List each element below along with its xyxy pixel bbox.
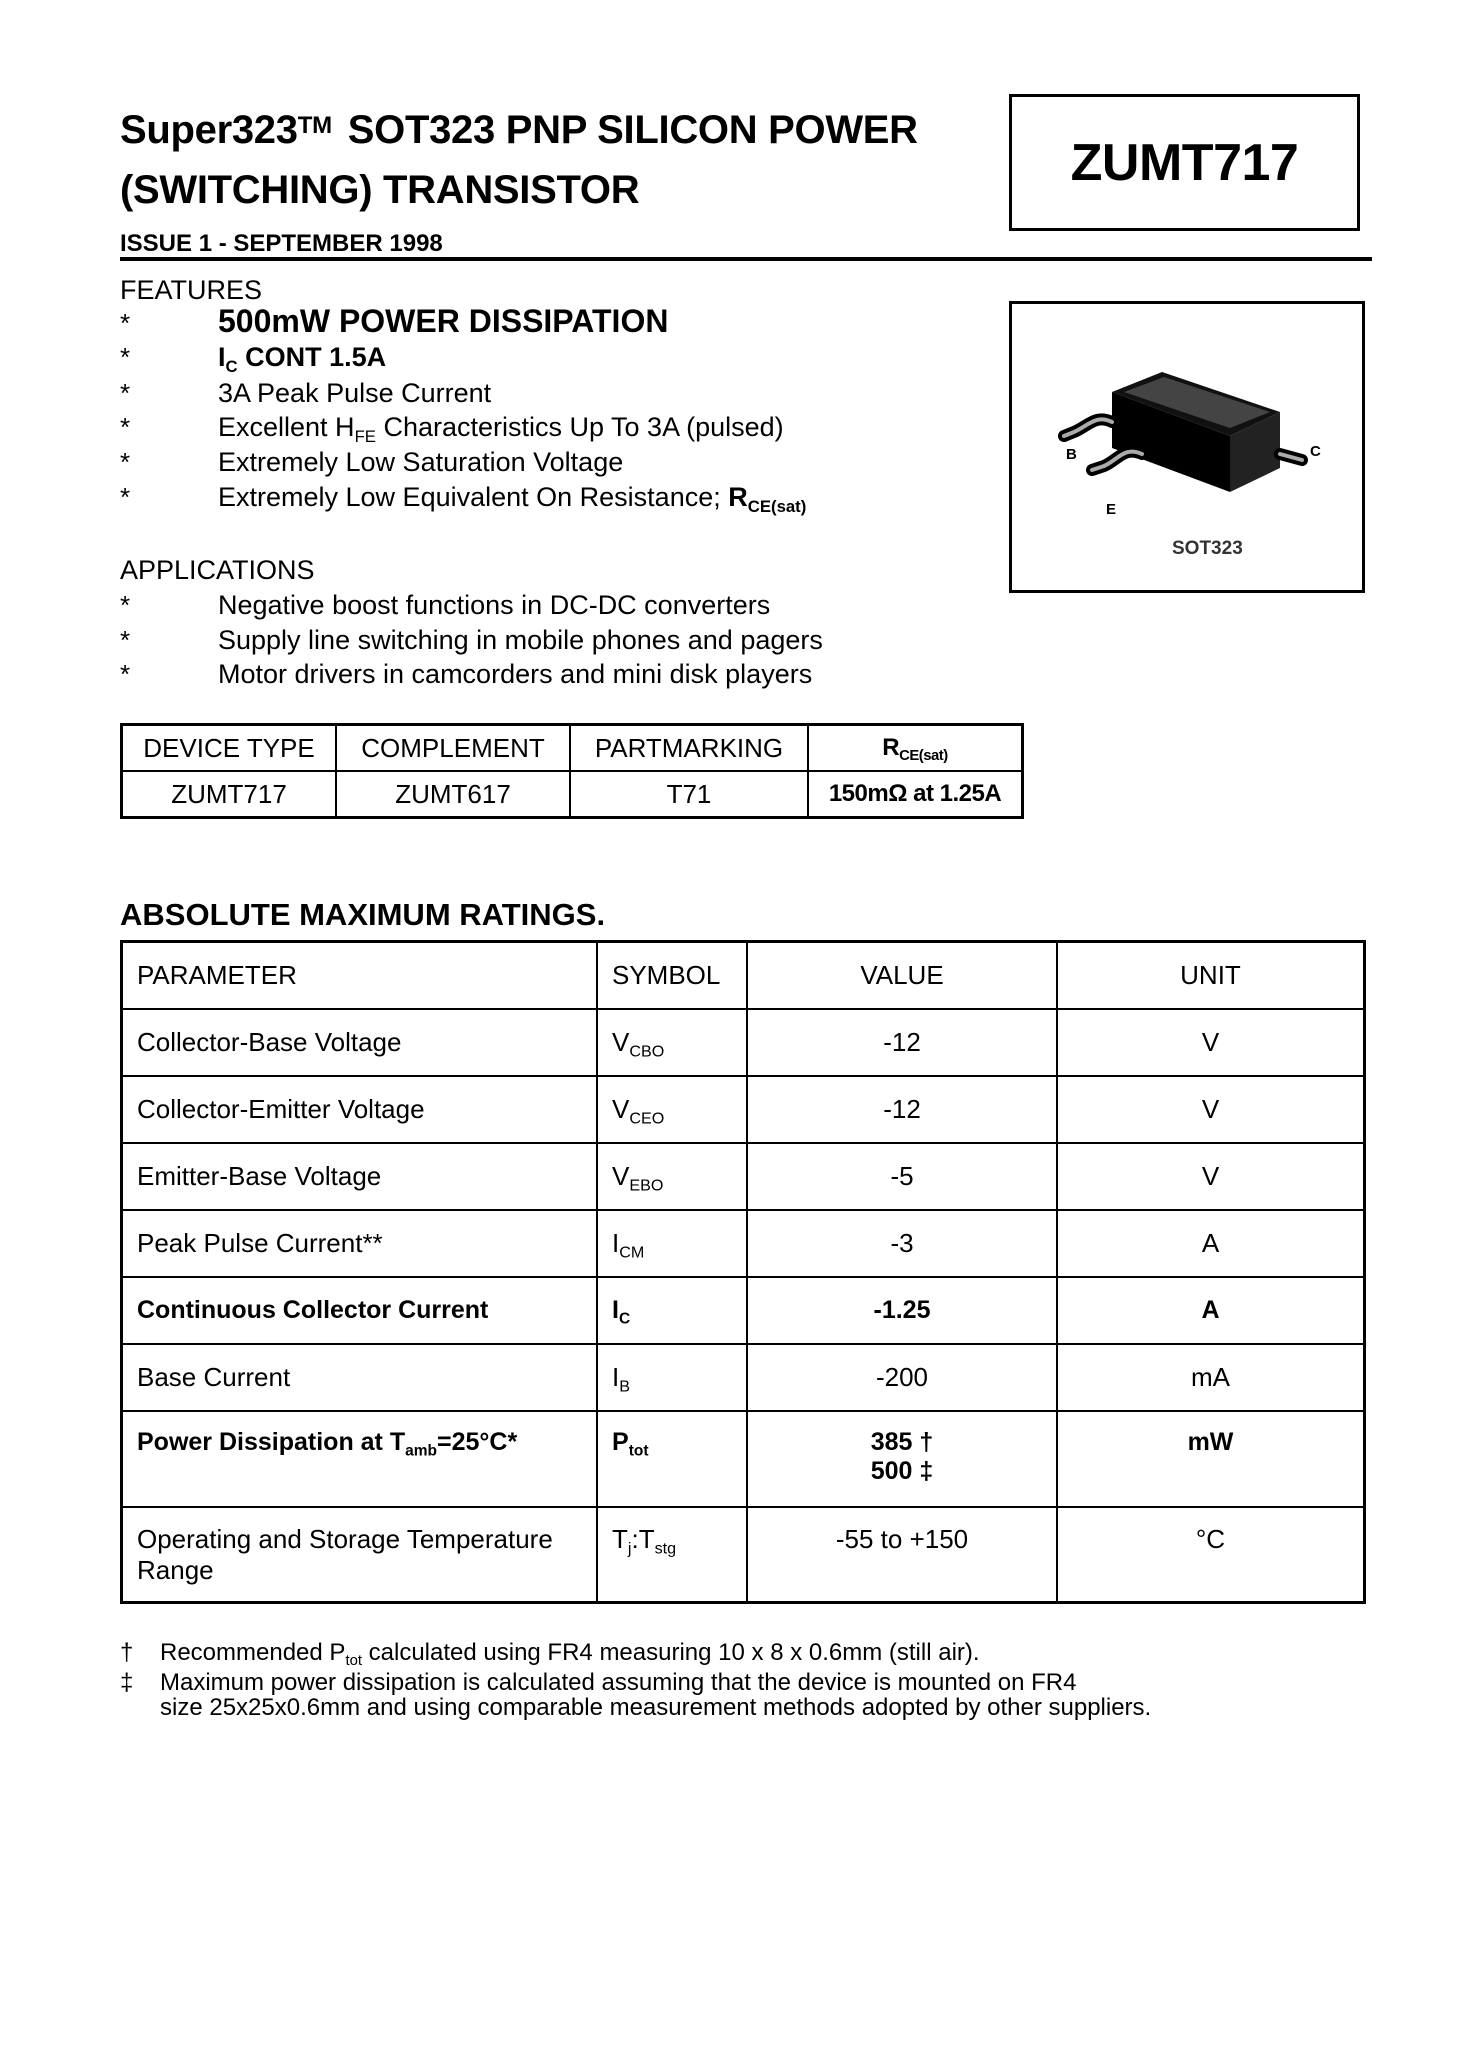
param-cell: Continuous Collector Current	[122, 1277, 598, 1344]
feature-text: 3A Peak Pulse Current	[218, 378, 492, 408]
application-text: Negative boost functions in DC-DC converters	[218, 590, 771, 620]
bullet: *	[120, 412, 131, 442]
feature-text	[218, 342, 387, 376]
param-text-end: =25°C*	[436, 1427, 518, 1456]
application-text: Supply line switching in mobile phones and pagers	[218, 625, 823, 655]
unit-cell: V	[1057, 1009, 1365, 1076]
pin-b-label: B	[1066, 446, 1077, 463]
param-cell: Operating and Storage Temperature Range	[122, 1507, 598, 1603]
table-row	[122, 1344, 1365, 1411]
footnote-text	[160, 1670, 1151, 1720]
footnote-mark: ‡	[120, 1669, 134, 1696]
rce-subscript: CE(sat)	[899, 748, 948, 765]
footnote-text-start: Recommended P	[160, 1639, 346, 1666]
value-recommended: 385 †	[870, 1427, 934, 1456]
issue-line: ISSUE 1 - SEPTEMBER 1998	[120, 230, 443, 257]
cell-device-type: ZUMT717	[122, 771, 337, 818]
header-parameter: PARAMETER	[122, 942, 598, 1009]
footnote-double-dagger	[120, 1670, 1360, 1720]
feature-text: 500mW POWER DISSIPATION	[218, 303, 669, 339]
feature-item	[120, 303, 1020, 340]
hfe-subscript: FE	[354, 426, 376, 446]
symbol-cell	[597, 1277, 747, 1344]
symbol-subscript: C	[618, 1309, 631, 1327]
device-table-row	[122, 771, 1023, 818]
symbol-cell	[597, 1143, 747, 1210]
feature-item	[120, 482, 1020, 516]
unit-cell: V	[1057, 1076, 1365, 1143]
rce-subscript: CE(sat)	[747, 496, 807, 516]
bullet: *	[120, 447, 131, 477]
part-number: ZUMT717	[1070, 133, 1299, 192]
param-cell: Peak Pulse Current**	[122, 1210, 598, 1277]
trademark-symbol: TM	[297, 112, 332, 139]
footnote-line-2: size 25x25x0.6mm and using comparable measurement methods adopted by other suppliers.	[160, 1694, 1152, 1721]
feature-item	[120, 412, 1020, 446]
value-cell: -55 to +150	[747, 1507, 1057, 1603]
bullet: *	[120, 378, 131, 408]
symbol-letter: T	[612, 1523, 628, 1554]
header-unit: UNIT	[1057, 942, 1365, 1009]
unit-cell: °C	[1057, 1507, 1365, 1603]
package-illustration-box	[1009, 301, 1365, 593]
symbol-letter: P	[612, 1427, 629, 1456]
param-cell: Emitter-Base Voltage	[122, 1143, 598, 1210]
symbol-cell	[597, 1411, 747, 1507]
symbol-cell	[597, 1210, 747, 1277]
amr-header-row	[122, 942, 1365, 1009]
symbol-subscript: EBO	[629, 1176, 664, 1195]
hfe-prefix: Excellent H	[218, 412, 355, 442]
value-cell: -3	[747, 1210, 1057, 1277]
header-device-type: DEVICE TYPE	[122, 725, 337, 772]
value-cell: -12	[747, 1009, 1057, 1076]
application-item	[120, 590, 1020, 621]
bullet: *	[120, 659, 131, 689]
feature-text	[218, 412, 784, 446]
unit-cell: mW	[1057, 1411, 1365, 1507]
table-row	[122, 1076, 1365, 1143]
value-maximum: 500 ‡	[870, 1456, 934, 1485]
application-text: Motor drivers in camcorders and mini disk players	[218, 659, 813, 689]
amr-title: ABSOLUTE MAXIMUM RATINGS.	[120, 897, 606, 932]
package-label: SOT323	[1172, 538, 1243, 559]
unit-cell: A	[1057, 1277, 1365, 1344]
cell-partmarking: T71	[570, 771, 808, 818]
symbol-subscript: j	[627, 1539, 632, 1558]
sot323-package-icon	[1012, 304, 1362, 590]
footnote-text	[160, 1639, 980, 1670]
footnote-line-1: Maximum power dissipation is calculated assuming that the device is mounted on FR4	[160, 1669, 1077, 1696]
param-cell: Collector-Emitter Voltage	[122, 1076, 598, 1143]
value-cell: -5	[747, 1143, 1057, 1210]
document-title	[120, 96, 1000, 220]
feature-item	[120, 342, 1020, 376]
header-value: VALUE	[747, 942, 1057, 1009]
value-cell: -12	[747, 1076, 1057, 1143]
table-row	[122, 1507, 1365, 1603]
cell-rce-sat: 150mΩ at 1.25A	[808, 771, 1023, 818]
symbol-subscript: CEO	[629, 1109, 665, 1128]
symbol-letter: V	[612, 1093, 630, 1124]
pin-e-label: E	[1106, 501, 1117, 518]
feature-text	[218, 482, 807, 516]
pin-c-label: C	[1310, 443, 1321, 460]
hfe-text: Characteristics Up To 3A (pulsed)	[383, 412, 784, 442]
footnote-mark: †	[120, 1639, 134, 1666]
cell-complement: ZUMT617	[336, 771, 570, 818]
symbol-subscript: CM	[619, 1243, 645, 1262]
symbol-subscript: tot	[628, 1441, 649, 1459]
symbol-letter: I	[612, 1361, 620, 1392]
ic-subscript: C	[225, 356, 238, 376]
bullet: *	[120, 482, 131, 512]
unit-cell: A	[1057, 1210, 1365, 1277]
rce-symbol: R	[882, 734, 900, 761]
header-partmarking: PARTMARKING	[570, 725, 808, 772]
table-row	[122, 1210, 1365, 1277]
application-item	[120, 659, 1020, 690]
symbol-cell	[597, 1344, 747, 1411]
header-divider	[120, 257, 1372, 261]
footnote-subscript: tot	[345, 1653, 362, 1670]
value-cell	[747, 1411, 1057, 1507]
table-row	[122, 1009, 1365, 1076]
footnote-dagger	[120, 1639, 1360, 1670]
header-symbol: SYMBOL	[597, 942, 747, 1009]
symbol-letter: V	[612, 1026, 630, 1057]
footnote-text-end: calculated using FR4 measuring 10 x 8 x 0.6mm (still air).	[361, 1639, 980, 1666]
symbol-subscript: CBO	[629, 1042, 665, 1061]
param-subscript: amb	[405, 1441, 437, 1459]
value-cell: -200	[747, 1344, 1057, 1411]
feature-text: Extremely Low Saturation Voltage	[218, 447, 624, 477]
brand-name: Super323	[120, 108, 298, 152]
param-cell: Base Current	[122, 1344, 598, 1411]
application-item	[120, 625, 1020, 656]
ic-cont-text: CONT 1.5A	[245, 342, 387, 372]
bullet: *	[120, 342, 131, 372]
title-text-1: SOT323 PNP SILICON POWER	[347, 108, 918, 152]
symbol-separator: :	[631, 1523, 639, 1554]
param-text: Power Dissipation at T	[137, 1427, 406, 1456]
table-row	[122, 1277, 1365, 1344]
absolute-maximum-ratings-table	[120, 940, 1366, 1604]
symbol-letter: I	[612, 1227, 620, 1258]
symbol-subscript: B	[619, 1377, 630, 1396]
bullet: *	[120, 308, 131, 338]
applications-heading: APPLICATIONS	[120, 555, 315, 585]
bullet: *	[120, 590, 131, 620]
param-cell: Collector-Base Voltage	[122, 1009, 598, 1076]
header-complement: COMPLEMENT	[336, 725, 570, 772]
table-row	[122, 1411, 1365, 1507]
resistance-text: Extremely Low Equivalent On Resistance;	[218, 482, 721, 512]
symbol-letter: I	[612, 1295, 619, 1324]
rce-symbol: R	[728, 482, 748, 512]
symbol-cell	[597, 1009, 747, 1076]
param-cell	[122, 1411, 598, 1507]
bullet: *	[120, 625, 131, 655]
symbol-letter: T	[638, 1523, 655, 1554]
title-line-2: (SWITCHING) TRANSISTOR	[120, 168, 640, 212]
feature-item	[120, 447, 1020, 478]
device-table	[120, 723, 1024, 819]
table-row	[122, 1143, 1365, 1210]
symbol-letter: V	[612, 1160, 630, 1191]
unit-cell: mA	[1057, 1344, 1365, 1411]
header-rce-sat	[808, 725, 1023, 772]
ic-symbol: I	[218, 342, 226, 372]
symbol-subscript: stg	[654, 1539, 677, 1558]
part-number-box	[1009, 94, 1360, 231]
symbol-cell	[597, 1507, 747, 1603]
unit-cell: V	[1057, 1143, 1365, 1210]
device-table-header	[122, 725, 1023, 772]
title-line-1	[120, 96, 1000, 160]
value-cell: -1.25	[747, 1277, 1057, 1344]
feature-item	[120, 378, 1020, 409]
symbol-cell	[597, 1076, 747, 1143]
features-heading: FEATURES	[120, 275, 263, 305]
